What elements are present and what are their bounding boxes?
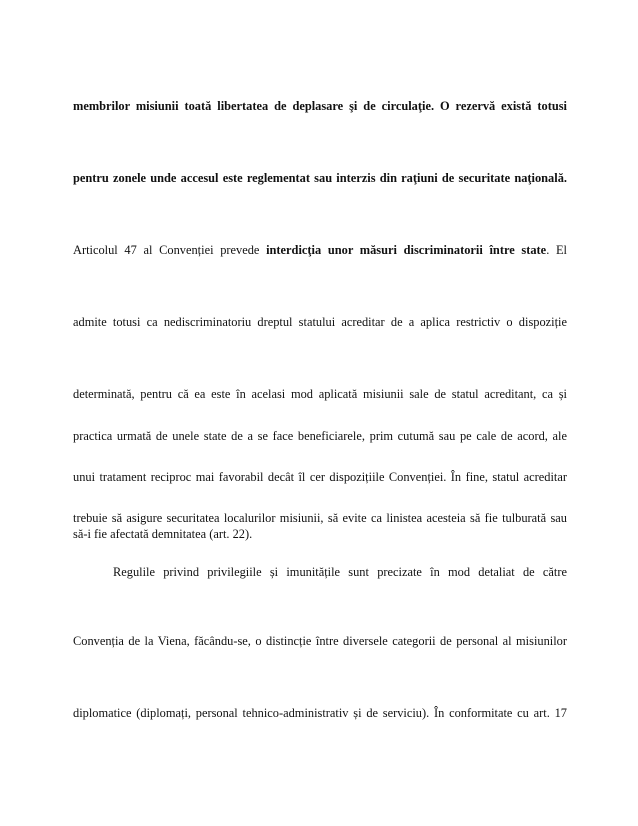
text-segment: Convenția de la Viena, făcându-se, o distincție între diversele categorii de personal al misiunilor: [73, 634, 567, 648]
text-segment: Regulile privind privilegiile și imunitățile sunt precizate în mod detaliat de către: [113, 565, 567, 579]
bold-text-segment: interdicţia unor măsuri discriminatorii între state: [266, 243, 547, 257]
text-segment: membrilor misiunii toată libertatea de deplasare şi de circulaţie. O rezervă există totusi: [73, 99, 567, 113]
text-segment: pentru zonele unde accesul este reglementat sau interzis din raţiuni de securitate naţională.: [73, 171, 567, 185]
text-line: [73, 511, 567, 526]
text-segment: . El: [546, 243, 567, 257]
text-line: [73, 527, 567, 542]
text-line: [73, 429, 567, 444]
text-line: [73, 565, 567, 580]
text-segment: practica urmată de unele state de a se face beneficiarele, prim cutumă sau pe cale de acord, ale: [73, 429, 567, 443]
text-line: [73, 99, 567, 114]
text-segment: să-i fie afectată demnitatea (art. 22).: [73, 527, 253, 541]
text-line: [73, 243, 567, 258]
text-segment: unui tratament reciproc mai favorabil decât îl cer dispozițiile Convenției. În fine, statul acreditar: [73, 470, 567, 484]
text-segment: Articolul 47 al Convenției prevede: [73, 243, 267, 257]
text-line: [73, 171, 567, 186]
text-line: [73, 315, 567, 330]
text-line: [73, 706, 567, 721]
text-segment: diplomatice (diplomați, personal tehnico-administrativ și de serviciu). În conformitate cu art. 17: [73, 706, 567, 720]
text-segment: determinată, pentru că ea este în acelasi mod aplicată misiunii sale de statul acreditant, ca și: [73, 387, 567, 401]
text-line: [73, 634, 567, 649]
text-segment: admite totusi ca nediscriminatoriu dreptul statului acreditar de a aplica restrictiv o dispoziție: [73, 315, 567, 329]
text-segment: trebuie să asigure securitatea localurilor misiunii, să evite ca linistea acesteia să fie tulburată sau: [73, 511, 567, 525]
text-line: [73, 470, 567, 485]
text-line: [73, 387, 567, 402]
